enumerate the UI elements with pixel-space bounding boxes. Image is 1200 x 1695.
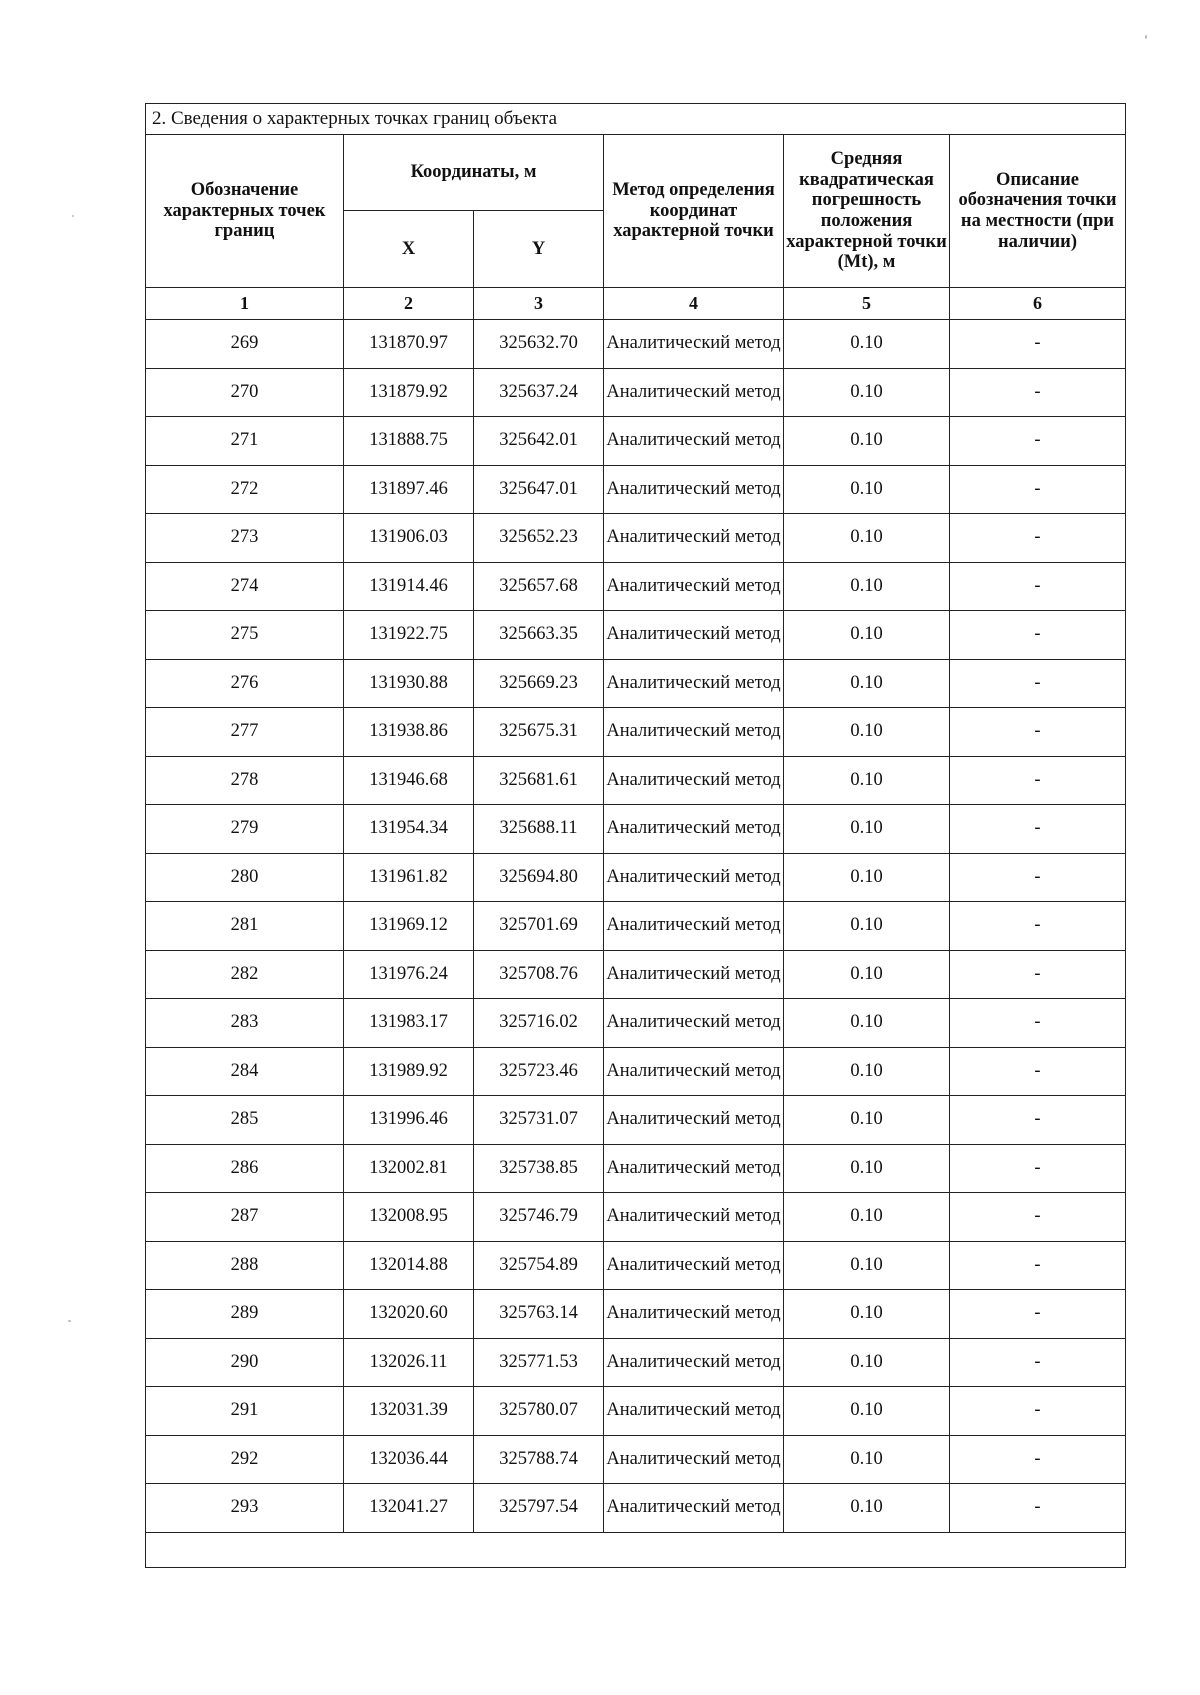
description-cell: -: [950, 756, 1126, 805]
method-cell: Аналитический метод: [604, 950, 784, 999]
x-coordinate-cell: 132026.11: [344, 1338, 474, 1387]
method-cell: Аналитический метод: [604, 1241, 784, 1290]
header-method: Метод определения координат характерной точки: [604, 135, 784, 288]
table-row: [146, 1435, 1126, 1484]
method-cell: Аналитический метод: [604, 1047, 784, 1096]
point-designation-cell: 281: [146, 902, 344, 951]
y-coordinate-cell: 325716.02: [474, 999, 604, 1048]
table-row: [146, 1241, 1126, 1290]
x-coordinate-cell: 132031.39: [344, 1387, 474, 1436]
method-cell: Аналитический метод: [604, 853, 784, 902]
method-cell: Аналитический метод: [604, 465, 784, 514]
mean-error-cell: 0.10: [784, 417, 950, 466]
x-coordinate-cell: 131969.12: [344, 902, 474, 951]
x-coordinate-cell: 131976.24: [344, 950, 474, 999]
x-coordinate-cell: 132008.95: [344, 1193, 474, 1242]
point-designation-cell: 285: [146, 1096, 344, 1145]
column-number: 1: [146, 288, 344, 320]
method-cell: Аналитический метод: [604, 708, 784, 757]
y-coordinate-cell: 325780.07: [474, 1387, 604, 1436]
description-cell: -: [950, 562, 1126, 611]
description-cell: -: [950, 1290, 1126, 1339]
table-row: [146, 465, 1126, 514]
method-cell: Аналитический метод: [604, 1193, 784, 1242]
mean-error-cell: 0.10: [784, 1193, 950, 1242]
mean-error-cell: 0.10: [784, 1096, 950, 1145]
mean-error-cell: 0.10: [784, 1484, 950, 1533]
x-coordinate-cell: 132014.88: [344, 1241, 474, 1290]
method-cell: Аналитический метод: [604, 368, 784, 417]
table-row: [146, 368, 1126, 417]
y-coordinate-cell: 325637.24: [474, 368, 604, 417]
y-coordinate-cell: 325681.61: [474, 756, 604, 805]
y-coordinate-cell: 325647.01: [474, 465, 604, 514]
description-cell: -: [950, 1144, 1126, 1193]
table-row: [146, 1387, 1126, 1436]
header-coordinates: Координаты, м: [344, 135, 604, 211]
description-cell: -: [950, 950, 1126, 999]
y-coordinate-cell: 325723.46: [474, 1047, 604, 1096]
table-row: [146, 950, 1126, 999]
point-designation-cell: 289: [146, 1290, 344, 1339]
x-coordinate-cell: 131989.92: [344, 1047, 474, 1096]
x-coordinate-cell: 132020.60: [344, 1290, 474, 1339]
mean-error-cell: 0.10: [784, 320, 950, 369]
point-designation-cell: 292: [146, 1435, 344, 1484]
table-row: [146, 805, 1126, 854]
point-designation-cell: 280: [146, 853, 344, 902]
description-cell: -: [950, 320, 1126, 369]
column-number: 2: [344, 288, 474, 320]
x-coordinate-cell: 131906.03: [344, 514, 474, 563]
y-coordinate-cell: 325652.23: [474, 514, 604, 563]
mean-error-cell: 0.10: [784, 1047, 950, 1096]
description-cell: -: [950, 1387, 1126, 1436]
mean-error-cell: 0.10: [784, 1241, 950, 1290]
column-number: 6: [950, 288, 1126, 320]
point-designation-cell: 288: [146, 1241, 344, 1290]
table-row: [146, 999, 1126, 1048]
x-coordinate-cell: 131996.46: [344, 1096, 474, 1145]
point-designation-cell: 287: [146, 1193, 344, 1242]
y-coordinate-cell: 325731.07: [474, 1096, 604, 1145]
y-coordinate-cell: 325788.74: [474, 1435, 604, 1484]
y-coordinate-cell: 325688.11: [474, 805, 604, 854]
x-coordinate-cell: 131879.92: [344, 368, 474, 417]
x-coordinate-cell: 131946.68: [344, 756, 474, 805]
description-cell: -: [950, 659, 1126, 708]
table-row: [146, 1338, 1126, 1387]
method-cell: Аналитический метод: [604, 805, 784, 854]
method-cell: Аналитический метод: [604, 902, 784, 951]
description-cell: -: [950, 368, 1126, 417]
y-coordinate-cell: 325754.89: [474, 1241, 604, 1290]
mean-error-cell: 0.10: [784, 465, 950, 514]
column-number: 4: [604, 288, 784, 320]
description-cell: -: [950, 514, 1126, 563]
x-coordinate-cell: 132002.81: [344, 1144, 474, 1193]
x-coordinate-cell: 131922.75: [344, 611, 474, 660]
table-row: [146, 514, 1126, 563]
table-row: [146, 708, 1126, 757]
point-designation-cell: 291: [146, 1387, 344, 1436]
header-y: Y: [474, 211, 604, 288]
mean-error-cell: 0.10: [784, 659, 950, 708]
table-row: [146, 853, 1126, 902]
table-row: [146, 417, 1126, 466]
table-row: [146, 659, 1126, 708]
table-row: [146, 1096, 1126, 1145]
y-coordinate-cell: 325694.80: [474, 853, 604, 902]
description-cell: -: [950, 708, 1126, 757]
method-cell: Аналитический метод: [604, 999, 784, 1048]
mean-error-cell: 0.10: [784, 514, 950, 563]
table-footer-row: [146, 1532, 1126, 1567]
description-cell: -: [950, 1241, 1126, 1290]
mean-error-cell: 0.10: [784, 805, 950, 854]
mean-error-cell: 0.10: [784, 1290, 950, 1339]
table-row: [146, 756, 1126, 805]
description-cell: -: [950, 1193, 1126, 1242]
y-coordinate-cell: 325746.79: [474, 1193, 604, 1242]
mean-error-cell: 0.10: [784, 902, 950, 951]
column-number-row: [146, 288, 1126, 320]
method-cell: Аналитический метод: [604, 756, 784, 805]
point-designation-cell: 282: [146, 950, 344, 999]
x-coordinate-cell: 131888.75: [344, 417, 474, 466]
point-designation-cell: 279: [146, 805, 344, 854]
mean-error-cell: 0.10: [784, 708, 950, 757]
y-coordinate-cell: 325669.23: [474, 659, 604, 708]
table-row: [146, 1193, 1126, 1242]
scan-speck: [72, 215, 74, 217]
description-cell: -: [950, 1338, 1126, 1387]
table-row: [146, 611, 1126, 660]
y-coordinate-cell: 325763.14: [474, 1290, 604, 1339]
description-cell: -: [950, 417, 1126, 466]
point-designation-cell: 272: [146, 465, 344, 514]
method-cell: Аналитический метод: [604, 562, 784, 611]
x-coordinate-cell: 131954.34: [344, 805, 474, 854]
point-designation-cell: 269: [146, 320, 344, 369]
method-cell: Аналитический метод: [604, 1096, 784, 1145]
method-cell: Аналитический метод: [604, 659, 784, 708]
mean-error-cell: 0.10: [784, 611, 950, 660]
point-designation-cell: 273: [146, 514, 344, 563]
x-coordinate-cell: 131870.97: [344, 320, 474, 369]
point-designation-cell: 286: [146, 1144, 344, 1193]
description-cell: -: [950, 1096, 1126, 1145]
header-point-designation: Обозначение характерных точек границ: [146, 135, 344, 288]
header-x: X: [344, 211, 474, 288]
table-row: [146, 1144, 1126, 1193]
table-row: [146, 902, 1126, 951]
y-coordinate-cell: 325663.35: [474, 611, 604, 660]
point-designation-cell: 276: [146, 659, 344, 708]
description-cell: -: [950, 1435, 1126, 1484]
point-designation-cell: 271: [146, 417, 344, 466]
x-coordinate-cell: 131914.46: [344, 562, 474, 611]
description-cell: -: [950, 805, 1126, 854]
table-row: [146, 1484, 1126, 1533]
y-coordinate-cell: 325771.53: [474, 1338, 604, 1387]
method-cell: Аналитический метод: [604, 611, 784, 660]
mean-error-cell: 0.10: [784, 1387, 950, 1436]
point-designation-cell: 277: [146, 708, 344, 757]
y-coordinate-cell: 325701.69: [474, 902, 604, 951]
mean-error-cell: 0.10: [784, 368, 950, 417]
y-coordinate-cell: 325657.68: [474, 562, 604, 611]
column-number: 3: [474, 288, 604, 320]
method-cell: Аналитический метод: [604, 320, 784, 369]
point-designation-cell: 284: [146, 1047, 344, 1096]
empty-footer-cell: [146, 1532, 1126, 1567]
boundary-points-table: [145, 103, 1126, 1568]
mean-error-cell: 0.10: [784, 853, 950, 902]
x-coordinate-cell: 131961.82: [344, 853, 474, 902]
point-designation-cell: 278: [146, 756, 344, 805]
method-cell: Аналитический метод: [604, 417, 784, 466]
table-row: [146, 1290, 1126, 1339]
method-cell: Аналитический метод: [604, 1144, 784, 1193]
method-cell: Аналитический метод: [604, 514, 784, 563]
mean-error-cell: 0.10: [784, 756, 950, 805]
mean-error-cell: 0.10: [784, 562, 950, 611]
x-coordinate-cell: 131930.88: [344, 659, 474, 708]
x-coordinate-cell: 131938.86: [344, 708, 474, 757]
header-description: Описание обозначения точки на местности (при наличии): [950, 135, 1126, 288]
mean-error-cell: 0.10: [784, 1144, 950, 1193]
y-coordinate-cell: 325632.70: [474, 320, 604, 369]
x-coordinate-cell: 132036.44: [344, 1435, 474, 1484]
x-coordinate-cell: 131897.46: [344, 465, 474, 514]
point-designation-cell: 275: [146, 611, 344, 660]
y-coordinate-cell: 325708.76: [474, 950, 604, 999]
table-row: [146, 1047, 1126, 1096]
point-designation-cell: 283: [146, 999, 344, 1048]
method-cell: Аналитический метод: [604, 1484, 784, 1533]
x-coordinate-cell: 132041.27: [344, 1484, 474, 1533]
method-cell: Аналитический метод: [604, 1338, 784, 1387]
scan-speck: [68, 1320, 71, 1322]
description-cell: -: [950, 999, 1126, 1048]
method-cell: Аналитический метод: [604, 1387, 784, 1436]
description-cell: -: [950, 1484, 1126, 1533]
y-coordinate-cell: 325642.01: [474, 417, 604, 466]
table-caption: 2. Сведения о характерных точках границ объекта: [146, 104, 1126, 135]
description-cell: -: [950, 1047, 1126, 1096]
method-cell: Аналитический метод: [604, 1290, 784, 1339]
mean-error-cell: 0.10: [784, 1435, 950, 1484]
y-coordinate-cell: 325797.54: [474, 1484, 604, 1533]
table-row: [146, 320, 1126, 369]
table-body: [146, 320, 1126, 1533]
description-cell: -: [950, 465, 1126, 514]
table-row: [146, 562, 1126, 611]
scan-speck: [1145, 35, 1147, 39]
description-cell: -: [950, 853, 1126, 902]
mean-error-cell: 0.10: [784, 950, 950, 999]
column-number: 5: [784, 288, 950, 320]
point-designation-cell: 274: [146, 562, 344, 611]
header-mean-error: Средняя квадратическая погрешность положения характерной точки (Mt), м: [784, 135, 950, 288]
point-designation-cell: 293: [146, 1484, 344, 1533]
description-cell: -: [950, 902, 1126, 951]
method-cell: Аналитический метод: [604, 1435, 784, 1484]
y-coordinate-cell: 325675.31: [474, 708, 604, 757]
point-designation-cell: 270: [146, 368, 344, 417]
description-cell: -: [950, 611, 1126, 660]
mean-error-cell: 0.10: [784, 1338, 950, 1387]
x-coordinate-cell: 131983.17: [344, 999, 474, 1048]
point-designation-cell: 290: [146, 1338, 344, 1387]
mean-error-cell: 0.10: [784, 999, 950, 1048]
y-coordinate-cell: 325738.85: [474, 1144, 604, 1193]
